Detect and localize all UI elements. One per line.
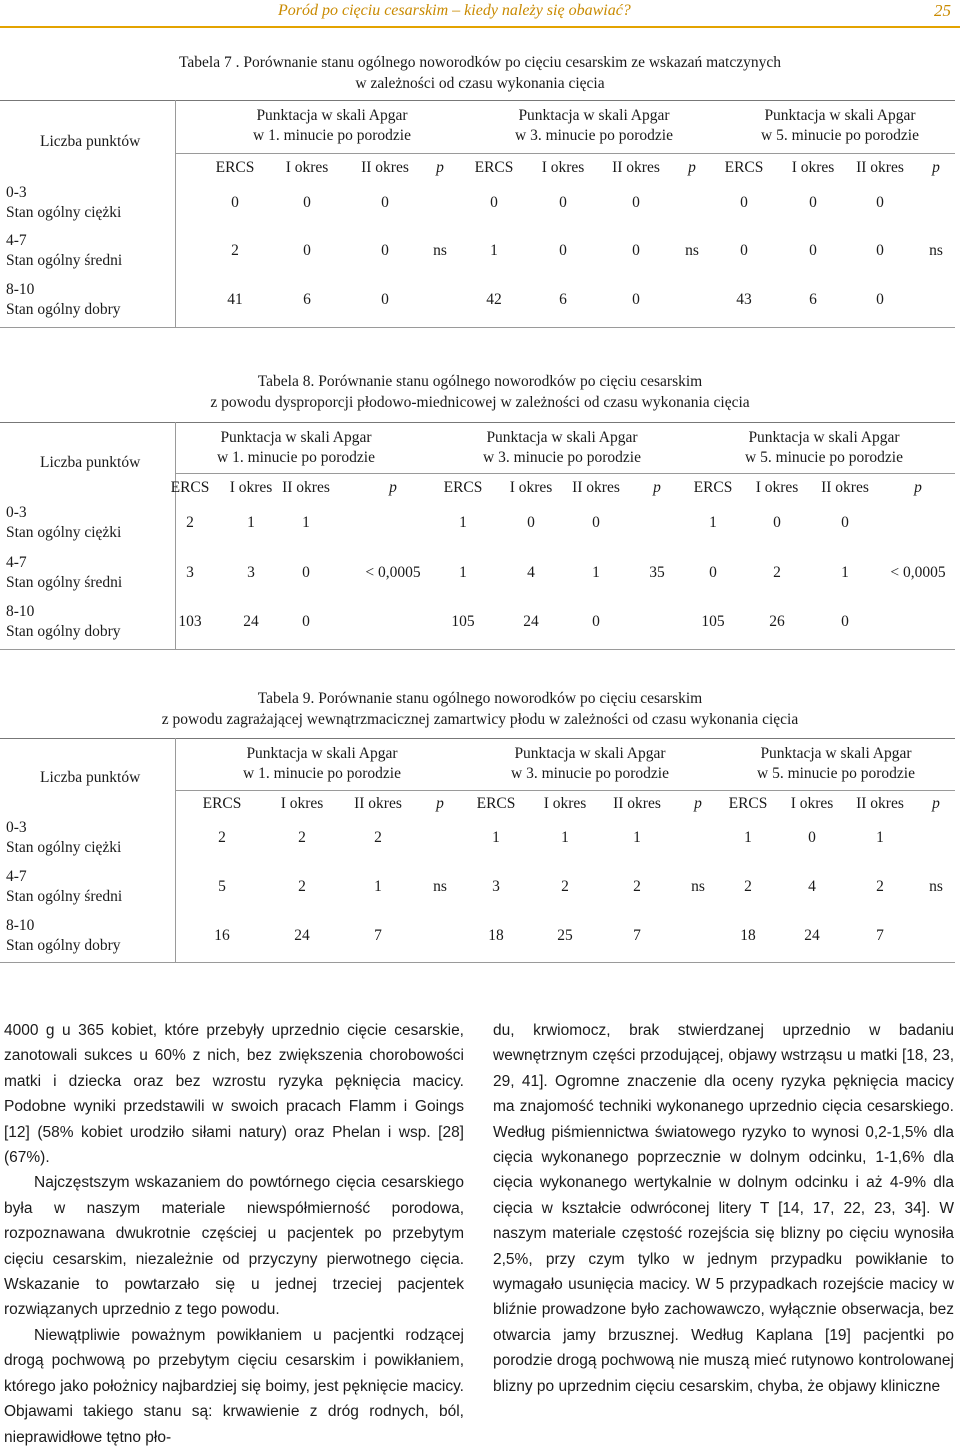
table-cell: 2 [773, 564, 781, 581]
table-cell: 0 [773, 514, 781, 531]
table-cell: 105 [451, 613, 475, 630]
table-cell: 16 [214, 927, 230, 944]
caption-line: Tabela 8. Porównanie stanu ogólnego noworodków po cięciu cesarskim [257, 373, 703, 390]
group-header: Punktacja w skali Apgar [256, 107, 408, 124]
table-cell: 0 [709, 564, 717, 581]
table-cell: < 0,0005 [365, 564, 421, 581]
table-cell: 0 [381, 242, 389, 259]
running-head [0, 0, 960, 28]
table-cell: 1 [744, 829, 752, 846]
table-cell: 0 [592, 514, 600, 531]
table-bottom-rule [0, 649, 955, 650]
table-cell: 0 [809, 194, 817, 211]
row-label: Stan ogólny średni [6, 574, 123, 591]
column-header: I okres [229, 479, 273, 496]
group-subheader: w 3. minucie po porodzie [483, 449, 641, 466]
table-caption [0, 371, 960, 413]
table-cell: 3 [492, 878, 500, 895]
table-cell: 6 [809, 291, 817, 308]
table-header-rule [175, 790, 955, 791]
table-header-rule [175, 153, 955, 154]
table-cell: 2 [298, 829, 306, 846]
table-cell: 4 [808, 878, 816, 895]
column-header: I okres [790, 795, 834, 812]
table-cell: 105 [701, 613, 725, 630]
column-header: p [436, 159, 444, 176]
table-cell: 1 [876, 829, 884, 846]
column-header: I okres [509, 479, 553, 496]
table-cell: 1 [490, 242, 498, 259]
table-divider [175, 100, 176, 327]
table-cell: 0 [303, 194, 311, 211]
row-label: Stan ogólny dobry [6, 301, 121, 318]
table-cell: 1 [459, 564, 467, 581]
table-cell: 2 [633, 878, 641, 895]
table-cell: 0 [841, 514, 849, 531]
table-cell: 0 [632, 242, 640, 259]
column-header: II okres [282, 479, 330, 496]
group-header: Punktacja w skali Apgar [246, 745, 398, 762]
table-cell: 1 [302, 514, 310, 531]
row-range: 0-3 [6, 819, 27, 836]
caption-line: z powodu zagrażającej wewnątrzmacicznej zamartwicy płodu w zależności od czasu wykonania cięcia [161, 711, 799, 728]
table-cell: 24 [804, 927, 820, 944]
table-top-rule [0, 738, 955, 739]
group-subheader: w 1. minucie po porodzie [217, 449, 375, 466]
paragraph: Niewątpliwie poważnym powikłaniem u pacjentki rodzącej drogą pochwową po przebytym cięciu cesarskim i powikłaniem, którego jako położnicy najbardziej się boimy, jest pęknięcie macicy. Objawami takiego stanu są: krwawienie z dróg rodnych, ból, nieprawidłowe tętno pło- [4, 1326, 464, 1446]
group-header: Punktacja w skali Apgar [764, 107, 916, 124]
table-cell: 0 [381, 194, 389, 211]
row-label: Stan ogólny średni [6, 888, 123, 905]
group-subheader: w 3. minucie po porodzie [511, 765, 669, 782]
table-cell: 2 [218, 829, 226, 846]
table-cell: 18 [488, 927, 504, 944]
table-cell: 1 [374, 878, 382, 895]
table-cell: 0 [490, 194, 498, 211]
caption-line: Tabela 7 . Porównanie stanu ogólnego noworodków po cięciu cesarskim ze wskazań matczynych [179, 54, 781, 71]
column-header: I okres [791, 159, 835, 176]
table-cell: 1 [633, 829, 641, 846]
table-caption [0, 688, 960, 730]
table-cell: 0 [381, 291, 389, 308]
table-cell: 1 [459, 514, 467, 531]
row-label: Stan ogólny dobry [6, 937, 121, 954]
table-cell: 0 [592, 613, 600, 630]
column-header: I okres [285, 159, 329, 176]
row-label: Stan ogólny ciężki [6, 839, 122, 856]
table-bottom-rule [0, 327, 955, 328]
group-header: Punktacja w skali Apgar [486, 429, 638, 446]
paragraph: du, krwiomocz, brak stwierdzanej uprzednio w badaniu wewnętrznym części przodującej, objawy wstrząsu u matki [18, 23, 29, 41]. Ogromne znaczenie dla oceny ryzyka pęknięcia macicy ma znajomość techniki wykonanego uprzednio cięcia cesarskiego. Według piśmiennictwa światowego ryzyko to wynosi 0,2-1,5% dla cięcia wykonanego poprzecznie w dolnym odcinku, 1-1,6% dla cięcia wykonanego wertykalnie w dolnym odcinku i aż 4-9% dla cięcia w kształcie odwróconej litery T [14, 17, 22, 23, 34]. W naszym materiale częstość rozejścia się blizny po cięciu wynosiła 2,5%, przy czym tylko w jednym przypadku powikłanie to wymagało usunięcia macicy. W 5 przypadkach rozejście macicy w bliźnie prowadzone było zachowawczo, wyłącznie obserwacja, bez otwarcia jamy brzusznej. Według Kaplana [19] pacjentki po porodzie drogą pochwową nie muszą mieć rutynowo kontrolowanej blizny po uprzednim cięciu cesarskim, chyba, że objawy kliniczne [493, 1022, 954, 1395]
table-cell: 0 [808, 829, 816, 846]
row-label: Stan ogólny dobry [6, 623, 121, 640]
table-cell: 1 [247, 514, 255, 531]
table-cell: 35 [649, 564, 665, 581]
table-cell: 26 [769, 613, 785, 630]
data-table [0, 738, 955, 962]
table-cell: 0 [876, 291, 884, 308]
table-cell: 0 [841, 613, 849, 630]
row-label: Stan ogólny ciężki [6, 524, 122, 541]
table-cell: 0 [876, 194, 884, 211]
table-cell: 1 [492, 829, 500, 846]
group-subheader: w 5. minucie po porodzie [745, 449, 903, 466]
column-header: ERCS [476, 795, 516, 812]
column-header: p [436, 795, 444, 812]
column-header: II okres [856, 159, 904, 176]
table-cell: 7 [374, 927, 382, 944]
table-cell: 2 [231, 242, 239, 259]
table-cell: ns [929, 878, 943, 895]
group-subheader: w 3. minucie po porodzie [515, 127, 673, 144]
page-number: 25 [934, 1, 951, 20]
caption-line: Tabela 9. Porównanie stanu ogólnego noworodków po cięciu cesarskim [257, 690, 703, 707]
table-cell: 3 [247, 564, 255, 581]
table-cell: 7 [876, 927, 884, 944]
row-header-label: Liczba punktów [40, 133, 141, 150]
column-header: II okres [821, 479, 869, 496]
group-header: Punktacja w skali Apgar [518, 107, 670, 124]
row-range: 8-10 [6, 603, 35, 620]
row-range: 0-3 [6, 504, 27, 521]
table-cell: 1 [592, 564, 600, 581]
table-cell: 0 [876, 242, 884, 259]
row-range: 8-10 [6, 917, 35, 934]
column-header: ERCS [474, 159, 514, 176]
table-cell: 42 [486, 291, 502, 308]
table-top-rule [0, 422, 955, 423]
table-cell: 2 [876, 878, 884, 895]
column-header: ERCS [202, 795, 242, 812]
column-header: II okres [613, 795, 661, 812]
table-cell: 0 [559, 194, 567, 211]
table-bottom-rule [0, 962, 955, 963]
row-range: 4-7 [6, 868, 27, 885]
table-cell: < 0,0005 [890, 564, 946, 581]
group-subheader: w 5. minucie po porodzie [757, 765, 915, 782]
table-cell: 7 [633, 927, 641, 944]
table-cell: 0 [303, 242, 311, 259]
column-header: II okres [612, 159, 660, 176]
column-header: p [932, 795, 940, 812]
table-cell: ns [433, 242, 447, 259]
table-divider [175, 738, 176, 962]
column-header: II okres [856, 795, 904, 812]
row-range: 8-10 [6, 281, 35, 298]
table-cell: 24 [523, 613, 539, 630]
column-header: I okres [543, 795, 587, 812]
table-cell: 2 [186, 514, 194, 531]
table-cell: 0 [302, 613, 310, 630]
caption-line: w zależności od czasu wykonania cięcia [355, 75, 605, 92]
column-header: ERCS [170, 479, 210, 496]
column-header: I okres [280, 795, 324, 812]
group-subheader: w 1. minucie po porodzie [243, 765, 401, 782]
column-header: p [694, 795, 702, 812]
column-header: p [914, 479, 922, 496]
table-cell: 3 [186, 564, 194, 581]
column-header: II okres [361, 159, 409, 176]
table-cell: ns [685, 242, 699, 259]
column-header: I okres [755, 479, 799, 496]
paragraph: 4000 g u 365 kobiet, które przebyły uprzednio cięcie cesarskie, zanotowali sukces u 60% z nich, bez zwiększenia chorobowości matki i dziecka oraz bez wzrostu ryzyka pęknięcia macicy. Podobne wyniki przedstawili w swoich pracach Flamm i Goings [12] (58% kobiet urodziło siłami natury) oraz Phelan i wsp. [28] (67%). [4, 1022, 464, 1167]
row-label: Stan ogólny średni [6, 252, 123, 269]
group-subheader: w 1. minucie po porodzie [253, 127, 411, 144]
table-cell: 6 [303, 291, 311, 308]
table-cell: 0 [231, 194, 239, 211]
column-header: p [389, 479, 397, 496]
row-header-label: Liczba punktów [40, 769, 141, 786]
data-table [0, 422, 955, 649]
table-cell: 0 [559, 242, 567, 259]
column-header: ERCS [693, 479, 733, 496]
group-header: Punktacja w skali Apgar [760, 745, 912, 762]
table-cell: 24 [243, 613, 259, 630]
table-cell: 1 [561, 829, 569, 846]
column-header: I okres [541, 159, 585, 176]
column-header: II okres [572, 479, 620, 496]
table-caption [0, 52, 960, 94]
group-header: Punktacja w skali Apgar [748, 429, 900, 446]
table-cell: 103 [178, 613, 202, 630]
table-cell: 1 [709, 514, 717, 531]
table-cell: 0 [740, 242, 748, 259]
table-cell: ns [691, 878, 705, 895]
column-header: p [932, 159, 940, 176]
table-cell: 0 [632, 194, 640, 211]
column-header: p [688, 159, 696, 176]
table-cell: 24 [294, 927, 310, 944]
table-cell: 2 [561, 878, 569, 895]
column-header: p [653, 479, 661, 496]
column-header: II okres [354, 795, 402, 812]
group-header: Punktacja w skali Apgar [220, 429, 372, 446]
caption-line: z powodu dysproporcji płodowo-miednicowej w zależności od czasu wykonania cięcia [210, 394, 750, 411]
table-cell: 43 [736, 291, 752, 308]
table-cell: ns [433, 878, 447, 895]
paragraph: Najczęstszym wskazaniem do powtórnego cięcia cesarskiego była w naszym materiale niewspółmierność porodowa, rozpoznawana dwukrotnie częściej u pacjentek po przebytym cięciu cesarskim, niezależnie od przyczyny pierwotnego cięcia. Wskazanie to powtarzało się u jednej trzeciej pacjentek rozwiązanych uprzednio z tego powodu. [4, 1174, 464, 1319]
column-header: ERCS [215, 159, 255, 176]
table-cell: 1 [841, 564, 849, 581]
group-header: Punktacja w skali Apgar [514, 745, 666, 762]
row-range: 4-7 [6, 232, 27, 249]
group-subheader: w 5. minucie po porodzie [761, 127, 919, 144]
column-header: ERCS [724, 159, 764, 176]
table-cell: 0 [740, 194, 748, 211]
column-header: ERCS [443, 479, 483, 496]
table-header-rule [175, 473, 955, 474]
body-column-right [493, 1018, 954, 1399]
table-cell: 5 [218, 878, 226, 895]
table-cell: 2 [374, 829, 382, 846]
row-range: 0-3 [6, 184, 27, 201]
table-top-rule [0, 100, 955, 101]
table-cell: 0 [809, 242, 817, 259]
table-cell: 25 [557, 927, 573, 944]
running-title: Poród po cięciu cesarskim – kiedy należy się obawiać? [278, 2, 631, 19]
table-cell: 2 [298, 878, 306, 895]
data-table [0, 100, 955, 327]
row-range: 4-7 [6, 554, 27, 571]
table-cell: 41 [227, 291, 243, 308]
row-label: Stan ogólny ciężki [6, 204, 122, 221]
body-column-left [4, 1018, 464, 1450]
table-cell: ns [929, 242, 943, 259]
table-cell: 0 [632, 291, 640, 308]
column-header: ERCS [728, 795, 768, 812]
table-cell: 18 [740, 927, 756, 944]
table-cell: 6 [559, 291, 567, 308]
row-header-label: Liczba punktów [40, 454, 141, 471]
table-cell: 2 [744, 878, 752, 895]
table-cell: 4 [527, 564, 535, 581]
table-cell: 0 [527, 514, 535, 531]
table-cell: 0 [302, 564, 310, 581]
